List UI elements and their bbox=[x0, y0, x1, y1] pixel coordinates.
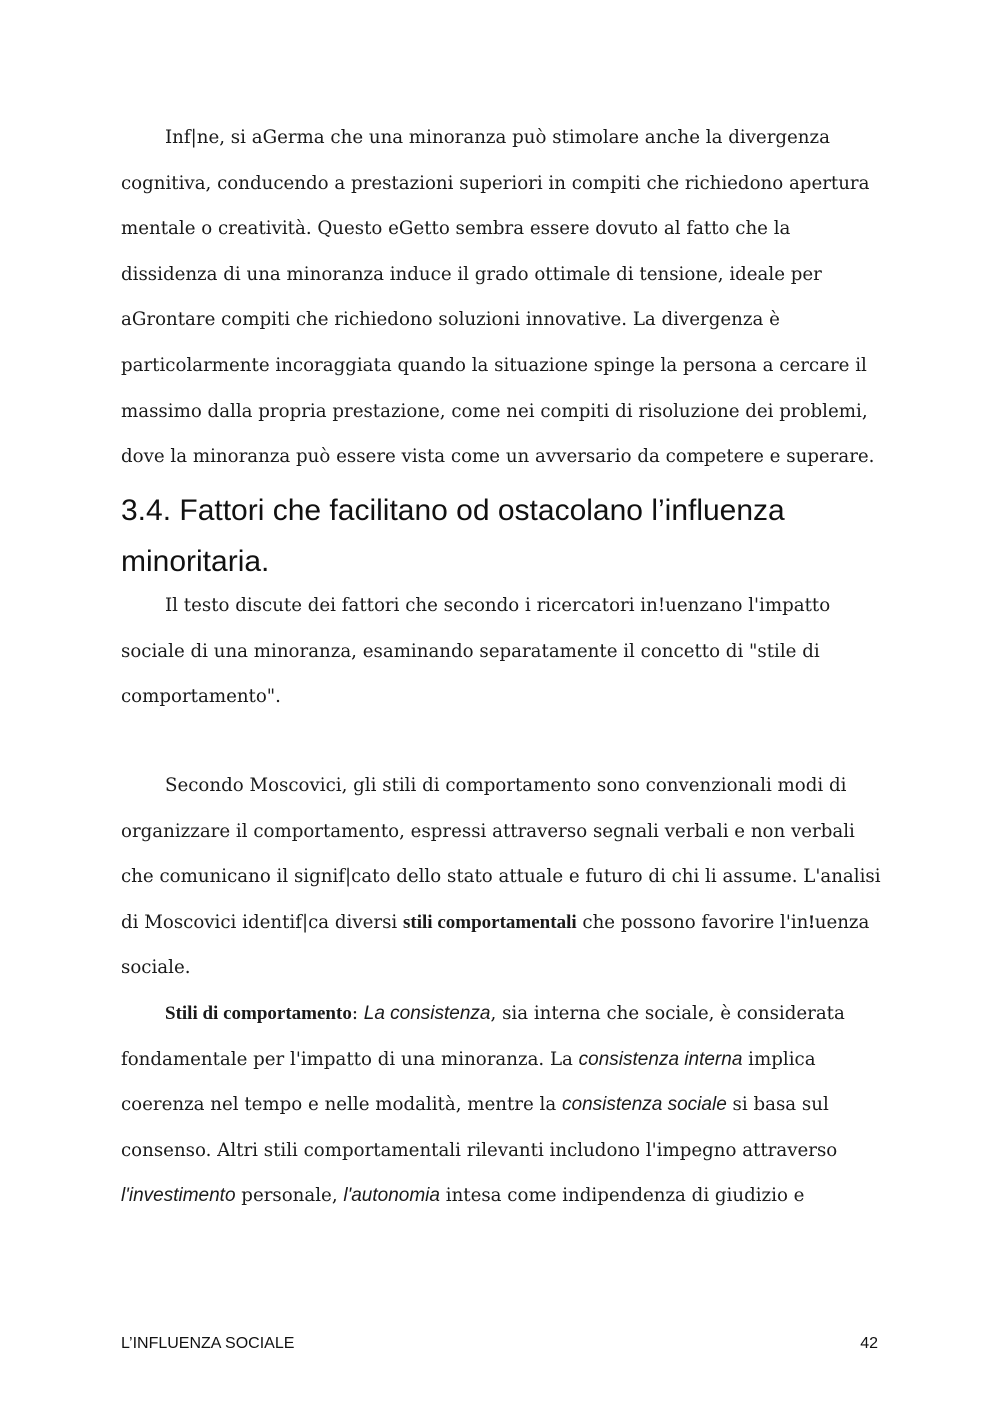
footer-title: L’INFLUENZA SOCIALE bbox=[121, 1335, 295, 1352]
bold-glyph: ! bbox=[808, 911, 815, 933]
italic-term: consistenza sociale bbox=[562, 1094, 727, 1116]
paragraph-factors: Il testo discute dei fattori che secondo i ricercatori in!uenzano l'impatto sociale di una minoranza, esaminando separatamente il concetto di "stile di comportamento". bbox=[121, 595, 831, 708]
text-run: , sia interna che sociale, è considerata fondamentale per l'impatto di una minoranza. La bbox=[121, 1002, 845, 1070]
text-run: uenza sociale. bbox=[121, 911, 870, 979]
body-text-block-3 bbox=[121, 763, 881, 1219]
body-text-block-2 bbox=[121, 583, 881, 720]
bold-term: Stili di comportamento bbox=[165, 1002, 352, 1024]
italic-term: La consistenza bbox=[363, 1002, 491, 1024]
bold-term: stili comportamentali bbox=[403, 911, 577, 933]
text-run: Secondo Moscovici, gli stili di comportamento sono convenzionali modi di organizzare il comportamento, espressi attraverso segnali verbali e non verbali che comunicano il signif|cato dello stato attuale e futuro di chi li assume. L'analisi di Moscovici identif|ca diversi bbox=[121, 775, 881, 933]
italic-term: l'investimento bbox=[121, 1185, 236, 1207]
italic-term: consistenza interna bbox=[578, 1048, 743, 1070]
paragraph-styles bbox=[121, 991, 881, 1219]
body-text-block-1 bbox=[121, 115, 881, 480]
text-run: : bbox=[351, 1002, 364, 1024]
paragraph-moscovici bbox=[121, 763, 881, 991]
italic-term: l'autonomia bbox=[343, 1185, 440, 1207]
text-run: che possono favorire l'in bbox=[576, 911, 809, 933]
text-run: intesa come indipendenza di giudizio e bbox=[439, 1185, 805, 1207]
text-run: personale, bbox=[235, 1185, 344, 1207]
text-run: si basa sul consenso. Altri stili comportamentali rilevanti includono l'impegno attraverso bbox=[121, 1094, 838, 1161]
paragraph-divergence: Inf|ne, si aGerma che una minoranza può stimolare anche la divergenza cognitiva, conducendo a prestazioni superiori in compiti che richiedono apertura mentale o creatività. Questo eGetto sembra essere dovuto al fatto che la dissidenza di una minoranza induce il grado ottimale di tensione, ideale per aGrontare compiti che richiedono soluzioni innovative. La divergenza è particolarmente incoraggiata quando la situazione spinge la persona a cercare il massimo dalla propria prestazione, come nei compiti di risoluzione dei problemi, dove la minoranza può essere vista come un avversario da competere e superare. bbox=[121, 127, 875, 468]
section-heading: 3.4. Fattori che facilitano od ostacolano l’influenza minoritaria. bbox=[121, 494, 785, 578]
page-number: 42 bbox=[860, 1335, 878, 1352]
text-run: implica coerenza nel tempo e nelle modalità, mentre la bbox=[121, 1048, 816, 1116]
